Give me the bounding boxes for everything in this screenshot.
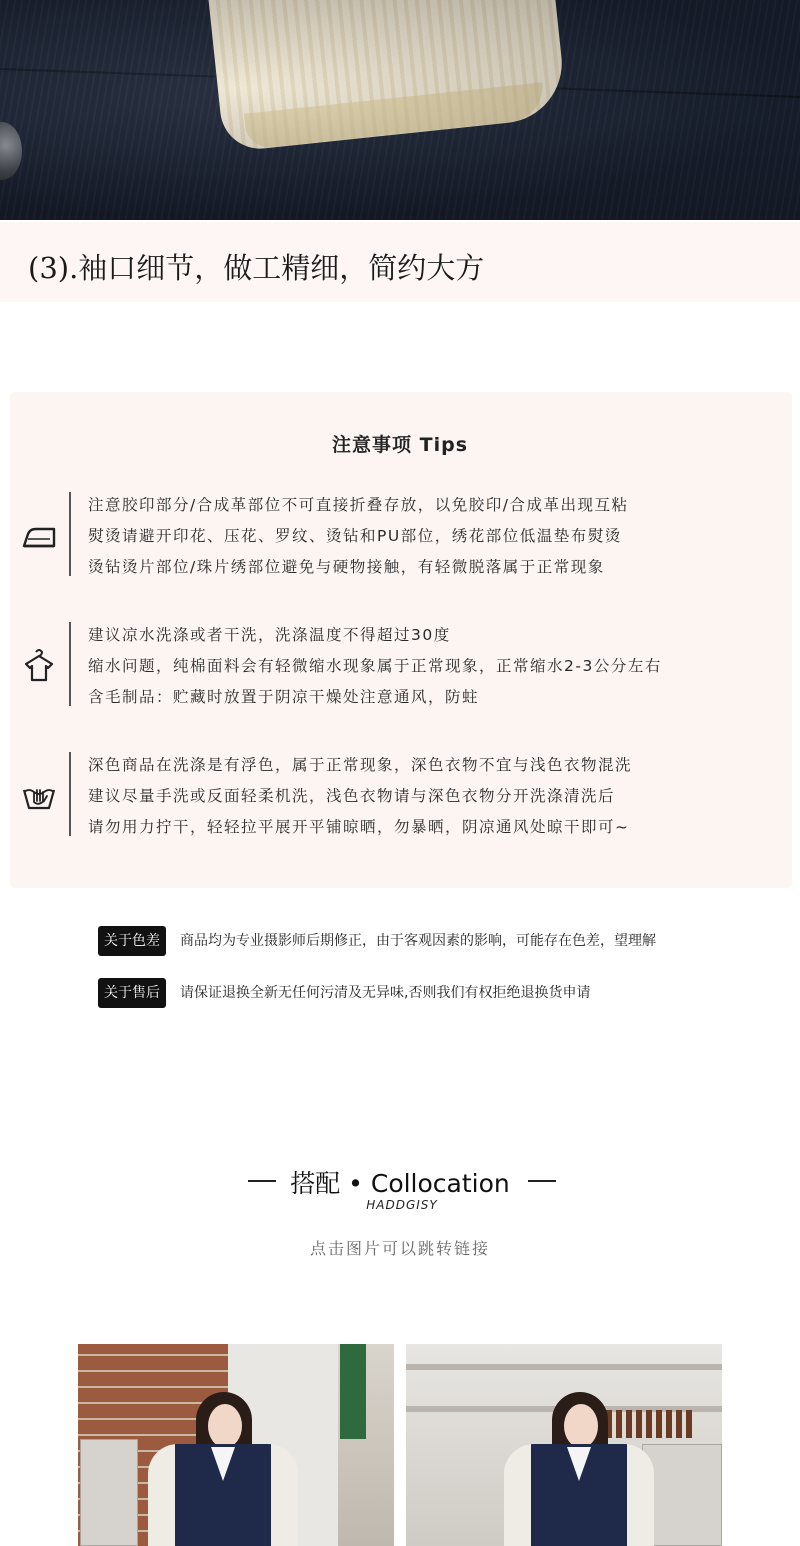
hang-dry-icon [20,646,58,684]
collocation-subtitle: HADDGISY [366,1198,438,1212]
hand-wash-icon [20,776,58,814]
notice-text: 商品均为专业摄影师后期修正，由于客观因素的影响，可能存在色差，望理解 [180,933,656,949]
tip-line: 含毛制品：贮藏时放置于阴凉干燥处注意通风，防蛀 [88,688,480,706]
iron-icon [20,516,58,554]
notice-badge: 关于售后 [98,978,166,1008]
tip-line: 烫钻烫片部位/珠片绣部位避免与硬物接触，有轻微脱落属于正常现象 [88,558,605,576]
tip-group-washing [0,622,800,712]
collocation-photo-2[interactable] [406,1344,722,1546]
collocation-link-hint: 点击图片可以跳转链接 [309,1239,490,1258]
detail-caption: (3).袖口细节，做工精细，简约大方 [28,251,485,285]
tip-line: 建议凉水洗涤或者干洗，洗涤温度不得超过30度 [88,626,451,644]
tip-line: 缩水问题，纯棉面料会有轻微缩水现象属于正常现象，正常缩水2-3公分左右 [88,657,662,675]
tip-line: 注意胶印部分/合成革部位不可直接折叠存放，以免胶印/合成革出现互粘 [88,496,629,514]
tip-line: 熨烫请避开印花、压花、罗纹、烫钻和PU部位，绣花部位低温垫布熨烫 [88,527,622,545]
cuff-detail-photo [0,0,800,220]
tip-line: 请勿用力拧干，轻轻拉平展开平铺晾晒，勿暴晒，阴凉通风处晾干即可~ [88,818,630,836]
tip-line: 建议尽量手洗或反面轻柔机洗，浅色衣物请与深色衣物分开洗涤清洗后 [88,787,616,805]
tip-divider [69,492,71,576]
tip-divider [69,622,71,706]
tip-line: 深色商品在洗涤是有浮色，属于正常现象，深色衣物不宜与浅色衣物混洗 [88,756,633,774]
tip-group-dark-colors [0,752,800,842]
tips-title: 注意事项 Tips [332,434,468,456]
collocation-photo-1[interactable] [78,1344,394,1546]
notice-badge: 关于色差 [98,926,166,956]
tip-group-ironing [0,492,800,582]
notice-text: 请保证退换全新无任何污清及无异味,否则我们有权拒绝退换货申请 [180,985,591,1001]
tip-divider [69,752,71,836]
collocation-title: 搭配 • Collocation [290,1169,510,1198]
